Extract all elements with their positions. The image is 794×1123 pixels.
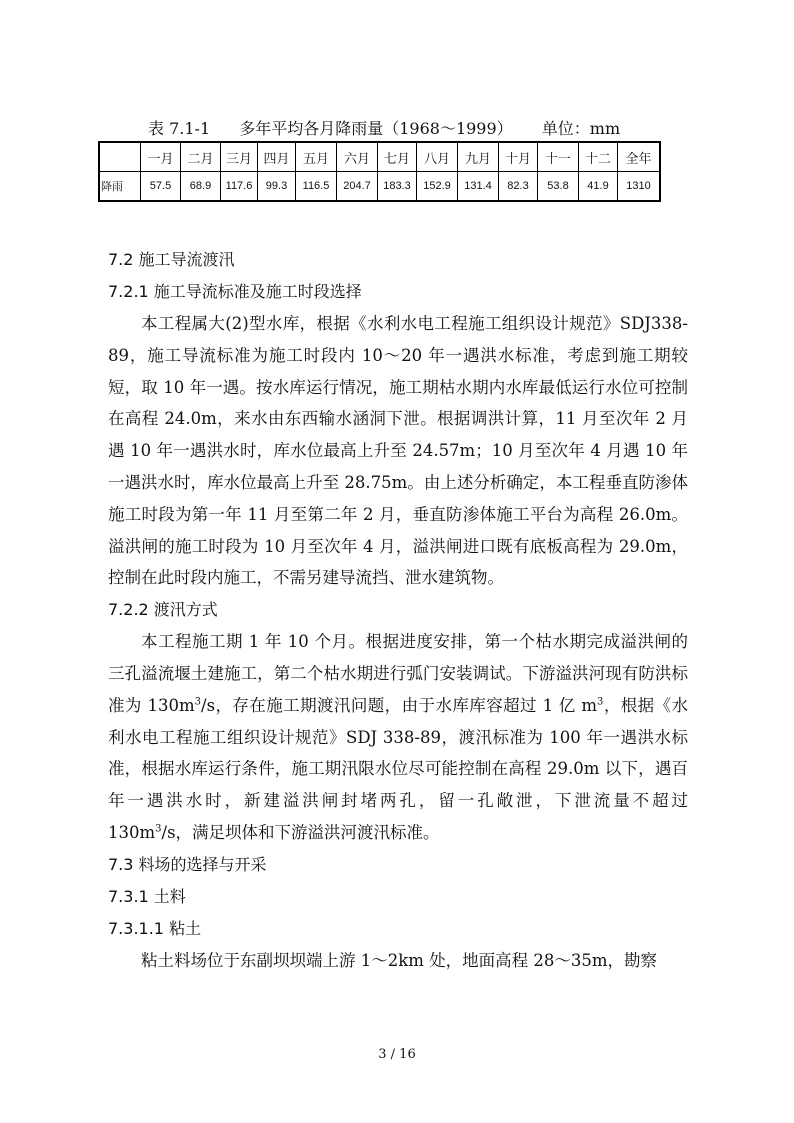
table-cell: 82.3 — [499, 172, 538, 202]
subsection-heading-7-2-1: 7.2.1 施工导流标准及施工时段选择 — [108, 282, 362, 301]
table-header-cell: 二月 — [181, 142, 221, 172]
table-header-cell: 十二 — [579, 142, 618, 172]
table-header-cell: 五月 — [296, 142, 337, 172]
paragraph-7-2-1: 本工程属大(2)型水库，根据《水利水电工程施工组织设计规范》SDJ338-89，施工导流标准为施工时段内 10～20 年一遇洪水标准，考虑到施工期较短，取 10 年一遇。按水库运行情况，施工期枯水期内水库最低运行水位可控制在高程 24.0m，来水由东西输水涵洞下泄。根据调洪计算，11 月至次年 2 月遇 10 年一遇洪水时，库水位最高上升至 24.57m；10 月至次年 4 月遇 10 年一遇洪水时，库水位最高上升至 28.75m。由上述分析确定，本工程垂直防渗体施工时段为第一年 11 月至第二年 2 月，垂直防渗体施工平台为高程 26.0m。溢洪闸的施工时段为 10 月至次年 4 月，溢洪闸进口既有底板高程为 29.0m，控制在此时段内施工，不需另建导流挡、泄水建筑物。 — [108, 314, 688, 588]
table-cell: 131.4 — [458, 172, 499, 202]
subsection-heading-7-3-1: 7.3.1 土料 — [108, 886, 186, 906]
section-heading-7-3: 7.3 料场的选择与开采 — [108, 854, 267, 874]
table-cell: 116.5 — [296, 172, 337, 202]
page-number: 3 / 16 — [378, 1047, 416, 1062]
paragraph-text: 本工程施工期 1 年 10 个月。根据进度安排，第一个枯水期完成溢洪闸的三孔溢流堰土建施工，第二个枯水期进行弧门安装调试。下游溢洪河现有防洪标准为 130m — [108, 632, 688, 715]
table-cell: 99.3 — [258, 172, 296, 202]
table-header-cell: 三月 — [221, 142, 258, 172]
table-caption-unit: 单位：mm — [541, 119, 621, 138]
table-header-cell: 八月 — [417, 142, 458, 172]
subsection-heading-7-3-1-1: 7.3.1.1 粘土 — [108, 918, 202, 938]
superscript: 3 — [155, 823, 162, 835]
table-cell: 68.9 — [181, 172, 221, 202]
table-cell: 204.7 — [337, 172, 378, 202]
table-header-cell: 一月 — [141, 142, 181, 172]
table-header-cell: 四月 — [258, 142, 296, 172]
rainfall-table — [98, 141, 661, 202]
table-header-cell: 六月 — [337, 142, 378, 172]
subsection-heading-7-2-2: 7.2.2 渡汛方式 — [108, 600, 218, 620]
table-cell: 1310 — [618, 172, 661, 202]
paragraph-7-2-2 — [108, 626, 688, 849]
table-row — [99, 172, 660, 202]
table-cell: 152.9 — [417, 172, 458, 202]
table-header-cell: 九月 — [458, 142, 499, 172]
table-header-row — [99, 142, 660, 172]
section-heading-7-2: 7.2 施工导流渡汛 — [108, 250, 235, 269]
paragraph-text: ，根据《水利水电工程施工组织设计规范》SDJ 338-89，渡汛标准为 100 年一遇洪水标准，根据水库运行条件，施工期汛限水位尽可能控制在高程 29.0m 以下，遇百年一遇洪水时，新建溢洪闸封堵两孔，留一孔敞泄，下泄流量不超过 130m — [108, 695, 689, 842]
table-cell: 53.8 — [538, 172, 579, 202]
table-header-cell: 十一 — [538, 142, 579, 172]
table-row-label: 降雨 — [99, 172, 141, 202]
table-cell: 41.9 — [579, 172, 618, 202]
table-header-cell: 十月 — [499, 142, 538, 172]
table-cell: 183.3 — [378, 172, 417, 202]
body-content — [108, 244, 688, 977]
table-header-cell: 全年 — [618, 142, 661, 172]
superscript: 3 — [597, 696, 604, 708]
paragraph-text: /s，满足坝体和下游溢洪河渡汛标准。 — [161, 822, 440, 842]
table-caption-title: 多年平均各月降雨量（1968～1999） — [239, 119, 513, 138]
table-header-cell — [99, 142, 141, 172]
superscript: 3 — [194, 696, 202, 708]
table-cell: 117.6 — [221, 172, 258, 202]
paragraph-text: /s，存在施工期渡汛问题，由于水库库容超过 1 亿 m — [201, 695, 598, 715]
table-caption-label: 表 7.1-1 — [148, 119, 211, 138]
table-cell: 57.5 — [141, 172, 181, 202]
paragraph-7-3-1-1: 粘土料场位于东副坝坝端上游 1～2km 处，地面高程 28～35m，勘察 — [141, 950, 658, 970]
table-header-cell: 七月 — [378, 142, 417, 172]
table-caption — [148, 116, 668, 139]
